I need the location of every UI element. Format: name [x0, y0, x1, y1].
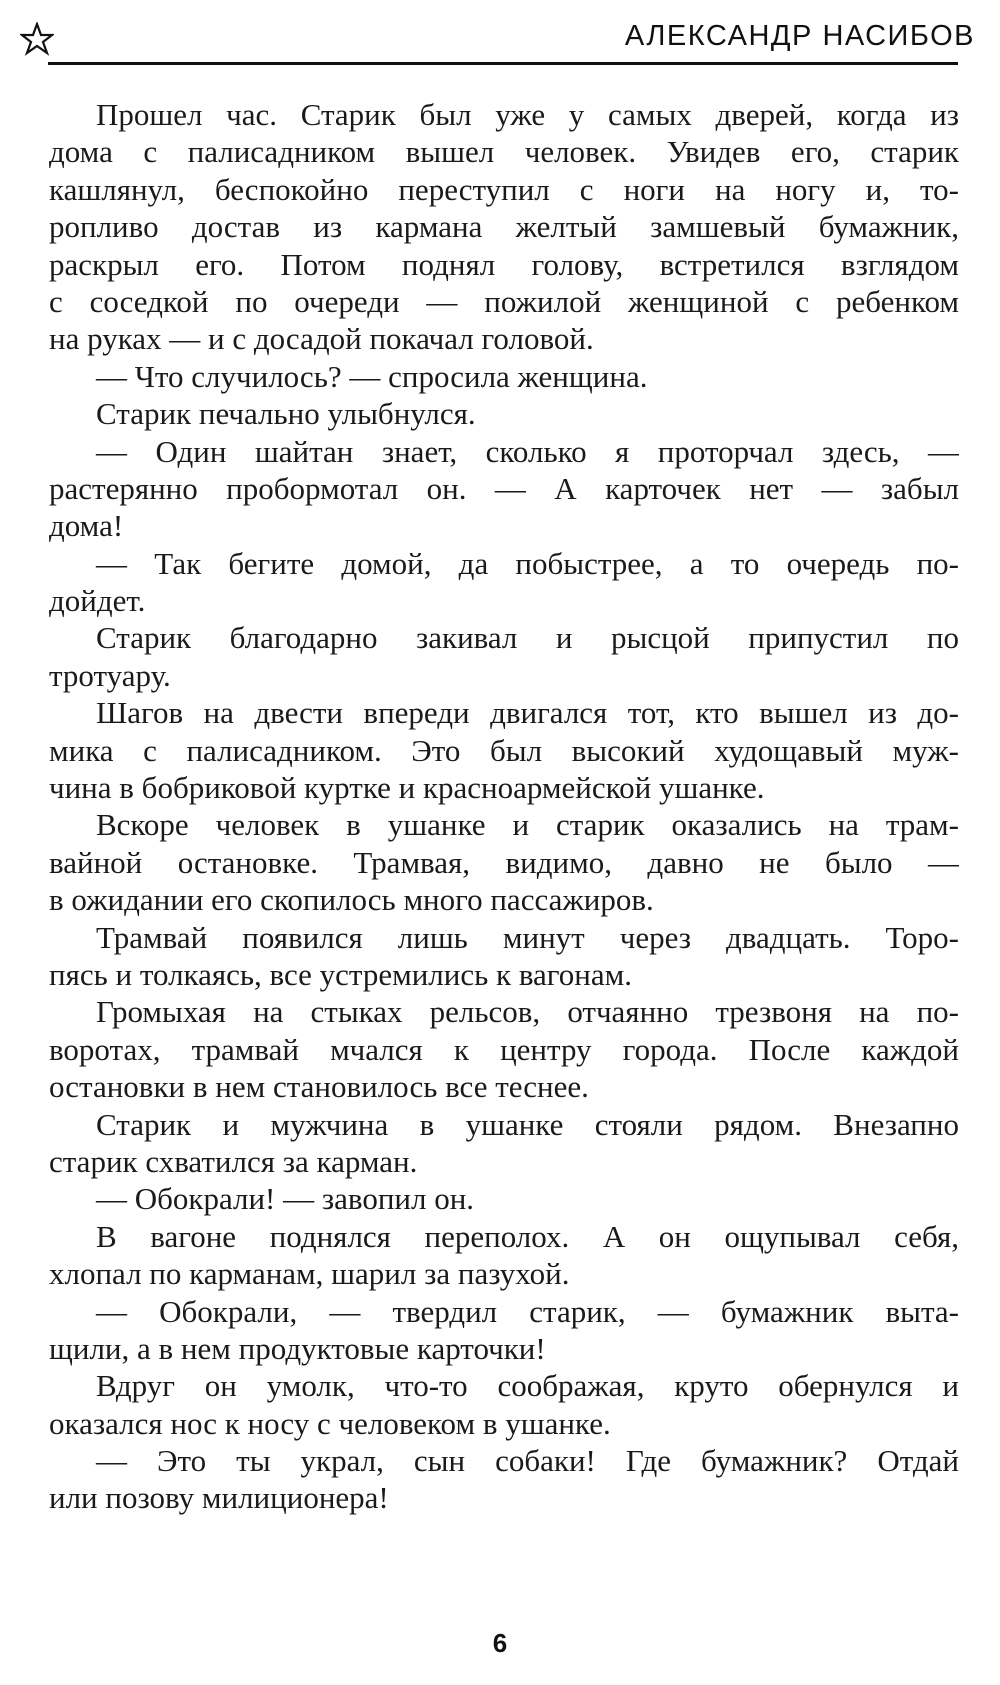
text-line: Вскоре человек в ушанке и старик оказались на трам- — [96, 807, 959, 843]
text-line: пясь и толкаясь, все устремились к вагонам. — [49, 956, 632, 992]
text-line: — Один шайтан знает, сколько я проторчал здесь, — — [96, 433, 959, 469]
text-line: тротуару. — [49, 657, 171, 693]
star-icon — [20, 22, 54, 56]
text-line: остановки в нем становилось все теснее. — [49, 1069, 589, 1105]
text-line: Шагов на двести впереди двигался тот, кто вышел из до- — [96, 695, 959, 731]
text-line: Вдруг он умолк, что-то соображая, круто обернулся и — [96, 1368, 959, 1404]
text-line: раскрыл его. Потом поднял голову, встретился взглядом — [49, 246, 959, 282]
text-line: на руках — и с досадой покачал головой. — [49, 321, 594, 357]
text-line: кашлянул, беспокойно переступил с ноги на ногу и, то- — [49, 171, 959, 207]
text-line: Громыхая на стыках рельсов, отчаянно трезвоня на по- — [96, 994, 959, 1030]
text-line: — Так бегите домой, да побыстрее, а то очередь по- — [96, 545, 959, 581]
text-line: Прошел час. Старик был уже у самых дверей, когда из — [96, 97, 959, 132]
text-line: щили, а в нем продуктовые карточки! — [49, 1330, 546, 1366]
text-line: ропливо достав из кармана желтый замшевый бумажник, — [49, 209, 959, 245]
text-line: старик схватился за карман. — [49, 1143, 418, 1179]
text-line: в ожидании его скопилось много пассажиров. — [49, 882, 654, 918]
header-rule — [48, 62, 958, 65]
text-line: оказался нос к носу с человеком в ушанке. — [49, 1405, 611, 1441]
text-line: — Это ты украл, сын собаки! Где бумажник? Отдай — [96, 1443, 959, 1479]
text-line: растерянно пробормотал он. — А карточек нет — забыл — [49, 470, 959, 506]
text-line: дойдет. — [49, 583, 146, 619]
text-line: дома с палисадником вышел человек. Увидев его, старик — [49, 134, 959, 170]
text-line: или позову милиционера! — [49, 1480, 389, 1516]
text-line: Старик благодарно закивал и рысцой припустил по — [96, 620, 959, 656]
running-header — [20, 18, 975, 66]
text-line: — Обокрали! — завопил он. — [96, 1181, 475, 1217]
author-name: АЛЕКСАНДР НАСИБОВ — [624, 20, 975, 52]
text-line: Старик печально улыбнулся. — [96, 396, 476, 432]
text-line: — Что случилось? — спросила женщина. — [96, 358, 648, 394]
text-line: Старик и мужчина в ушанке стояли рядом. Внезапно — [96, 1106, 959, 1142]
text-line: мика с палисадником. Это был высокий худощавый муж- — [49, 732, 959, 768]
text-line: с соседкой по очереди — пожилой женщиной с ребенком — [49, 283, 959, 319]
text-line: В вагоне поднялся переполох. А он ощупывал себя, — [96, 1218, 959, 1254]
text-line: чина в бобриковой куртке и красноармейской ушанке. — [49, 770, 765, 806]
text-line: Трамвай появился лишь минут через двадцать. Торо- — [96, 919, 959, 955]
page-number: 6 — [492, 1628, 508, 1658]
text-line: воротах, трамвай мчался к центру города. После каждой — [49, 1031, 959, 1067]
text-line: хлопал по карманам, шарил за пазухой. — [49, 1256, 570, 1292]
body-text — [49, 96, 959, 1517]
text-line: вайной остановке. Трамвая, видимо, давно не было — — [49, 844, 959, 880]
text-line: — Обокрали, — твердил старик, — бумажник выта- — [96, 1293, 959, 1329]
text-line: дома! — [49, 508, 124, 544]
